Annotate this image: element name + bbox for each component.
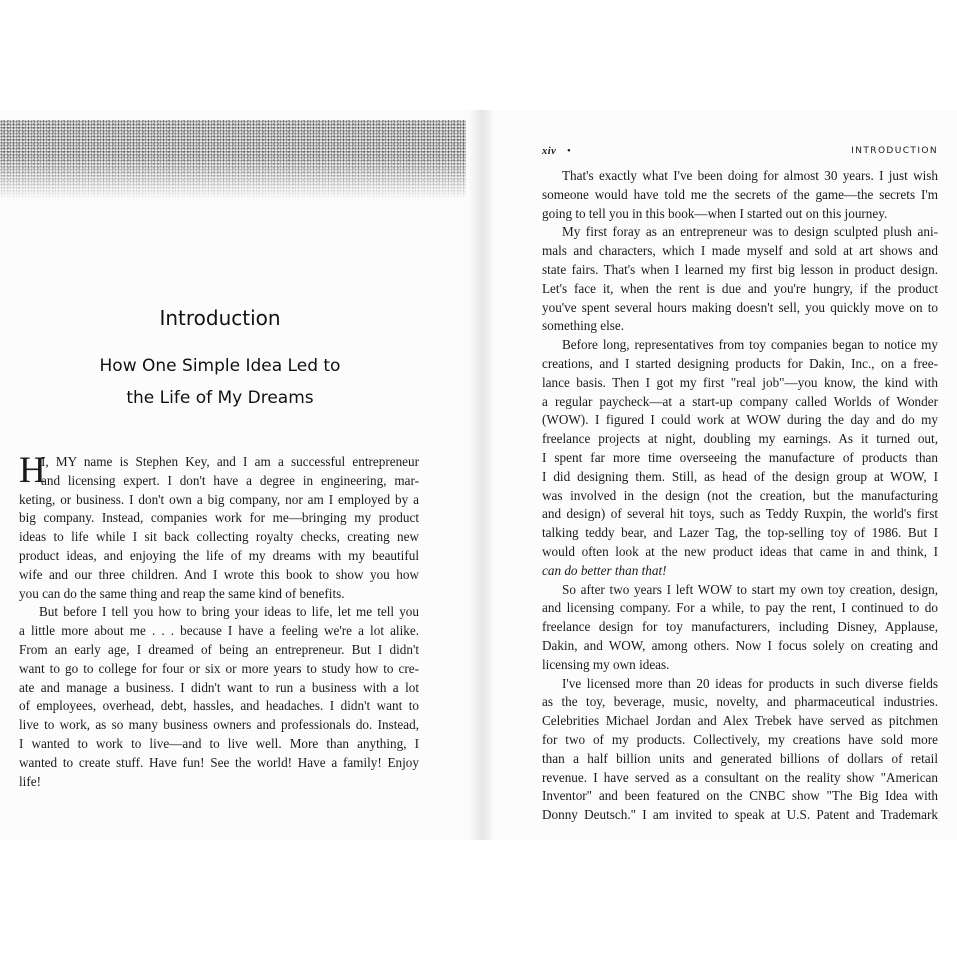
page-number: xiv [542, 146, 557, 157]
left-page [0, 110, 482, 840]
right-body-text [542, 167, 938, 825]
chapter-subtitle [0, 350, 440, 414]
decorative-texture-band [0, 120, 466, 200]
text-line: From an early age, I dreamed of being an entrepreneur. But I didn't [19, 641, 419, 657]
text-line: product ideas, and enjoying the life of my dreams with my beautiful [19, 547, 419, 563]
text-line: and design) of several hit toys, such as Teddy Ruxpin, the world's first [542, 506, 938, 522]
text-line: state fairs. That's when I learned my first big lesson in product design. [542, 261, 938, 277]
left-body-text [19, 450, 419, 791]
chapter-subtitle-line: How One Simple Idea Led to [99, 356, 341, 376]
text-line: lance basis. Then I got my first "real job"—you know, the kind with [542, 374, 938, 390]
text-line: big company. Instead, companies work for me—bringing my product [19, 510, 419, 526]
text-line: keting, or business. I don't own a big company, nor am I employed by a [19, 491, 419, 507]
text-line: Let's face it, when the rent is due and you're hungry, if the product [542, 280, 938, 296]
text-line: and licensing company. For a while, to pay the rent, I continued to do [542, 600, 938, 616]
running-title: INTRODUCTION [851, 146, 938, 156]
text-line: as the toy, beverage, music, novelty, and pharmaceutical industries. [542, 694, 938, 710]
text-line: someone would have told me the secrets of the game—the secrets I'm [542, 186, 938, 202]
text-line: you've spent several hours making doesn't sell, you quickly move on to [542, 299, 938, 315]
text-line: for two of my products. Collectively, my creations have sold more [542, 731, 938, 747]
text-line: a regular paycheck—at a start-up company called Worlds of Wonder [542, 393, 938, 409]
text-line: licensing my own ideas. [542, 656, 670, 672]
right-page [486, 110, 957, 840]
text-line: Dakin, and WOW, among others. Now I focus solely on creating and [542, 637, 938, 653]
text-line: (WOW). I figured I could work at WOW during the day and do my [542, 412, 938, 428]
text-line: I've licensed more than 20 ideas for products in such diverse fields [562, 675, 938, 691]
text-line: a little more about me . . . because I have a feeling we're a lot alike. [19, 623, 419, 639]
text-line: wanted to create stuff. Have fun! See the world! Have a family! Enjoy [19, 754, 419, 770]
text-line: something else. [542, 318, 625, 334]
text-line: creations, and I started designing products for Dakin, Inc., on a free- [542, 355, 938, 371]
text-line: I wanted to work to live—and to live well. More than anything, I [19, 735, 419, 751]
text-line: Inventor" and been featured on the CNBC show "The Big Idea with [542, 788, 938, 804]
text-line: want to go to college for four or six or more years to study how to cre- [19, 660, 419, 676]
text-line: Donny Deutsch." I am invited to speak at U.S. Patent and Trademark [542, 807, 938, 823]
text-line: I did designing them. Still, as head of the design group at WOW, I [542, 468, 938, 484]
book-gutter [468, 110, 494, 840]
text-line: That's exactly what I've been doing for almost 30 years. I just wish [562, 168, 938, 183]
text-line: I spent far more time overseeing the manufacture of products than [542, 449, 938, 465]
text-line: Before long, representatives from toy companies began to notice my [562, 337, 938, 353]
text-line: live to work, as so many business owners and professionals do. Instead, [19, 717, 419, 733]
text-line: revenue. I have served as a consultant on the reality show "American [542, 769, 938, 785]
text-line: freelance projects at night, doubling my earnings. As it turned out, [542, 431, 938, 447]
chapter-title: Introduction [159, 306, 281, 330]
text-line: of employees, overhead, debt, hassles, and headaches. I didn't want to [19, 698, 419, 714]
text-line: life! [19, 773, 41, 789]
text-line: But before I tell you how to bring your ideas to life, let me tell you [39, 604, 419, 620]
text-line: can do better than that! [542, 562, 667, 578]
text-line: was involved in the design (not the creation, but the manufacturing [542, 487, 938, 503]
text-line: going to tell you in this book—when I started out on this journey. [542, 205, 888, 221]
text-line: talking teddy bear, and Lazer Tag, the top-selling toy of 1986. But I [542, 525, 938, 541]
text-line: ate and manage a business. I didn't want to run a business with a lot [19, 679, 419, 695]
text-line: wife and our three children. And I wrote this book to show you how [19, 566, 419, 582]
text-line: freelance design for toy manufacturers, including Disney, Applause, [542, 619, 938, 635]
text-line: I, MY name is Stephen Key, and I am a successful entrepreneur [41, 454, 419, 469]
text-line: than a half billion units and generated billions of dollars of retail [542, 750, 938, 766]
text-line: mals and characters, which I made myself and sold at art shows and [542, 243, 938, 259]
book-spread [0, 110, 957, 840]
text-line: would often look at the new product ideas that came in and think, I [542, 543, 938, 559]
text-line: you can do the same thing and reap the same kind of benefits. [19, 585, 345, 601]
folio-separator: • [567, 145, 571, 157]
running-head [542, 146, 938, 160]
drop-cap: H [19, 450, 46, 491]
chapter-subtitle-line: the Life of My Dreams [126, 388, 314, 408]
text-line: ideas to life while I sit back collecting royalty checks, creating new [19, 529, 419, 545]
text-line: Celebrities Michael Jordan and Alex Trebek have served as pitchmen [542, 713, 938, 729]
text-line: My first foray as an entrepreneur was to design sculpted plush ani- [562, 224, 938, 240]
text-line: and licensing expert. I don't have a degree in engineering, mar- [41, 472, 419, 488]
text-line: So after two years I left WOW to start my own toy creation, design, [562, 581, 938, 597]
